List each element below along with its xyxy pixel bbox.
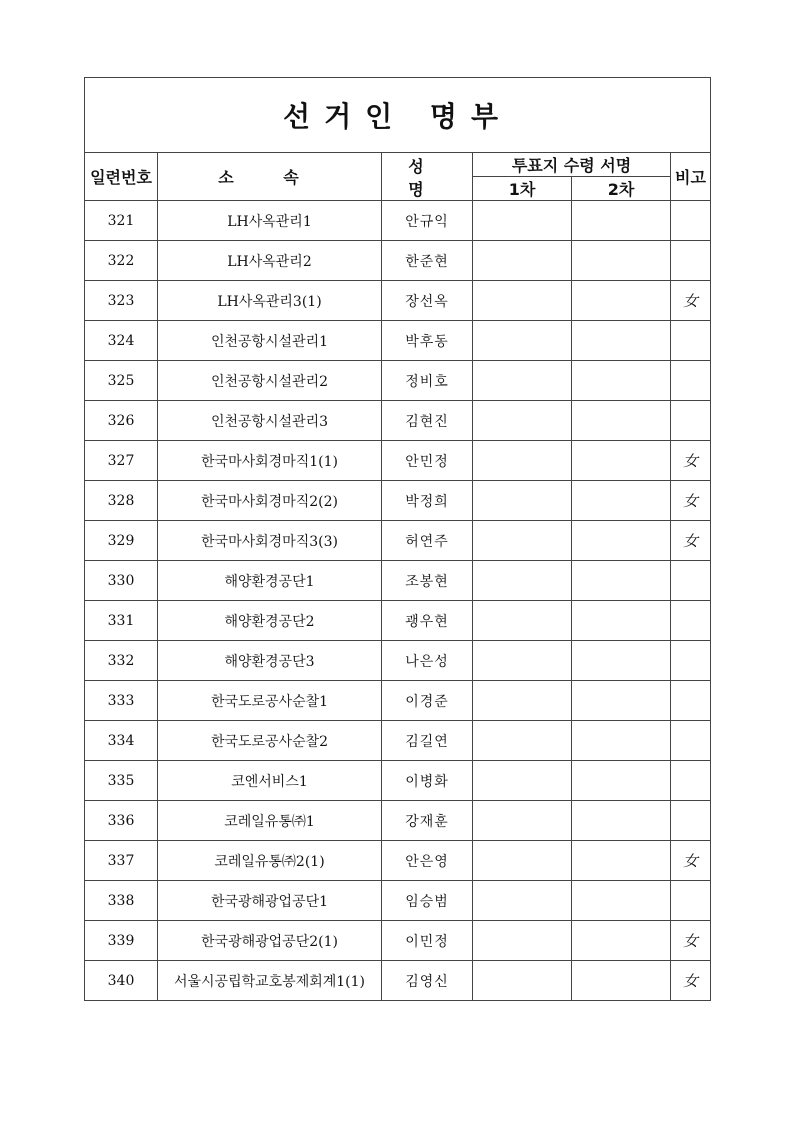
- serial-cell: 321: [85, 201, 158, 241]
- serial-cell: 330: [85, 561, 158, 601]
- header-round-1: 1차: [473, 177, 572, 201]
- table-row: [85, 841, 711, 881]
- name-cell: 안민정: [382, 441, 473, 481]
- table-row: [85, 601, 711, 641]
- signature-round-1-cell: [473, 761, 572, 801]
- serial-cell: 327: [85, 441, 158, 481]
- signature-round-2-cell: [572, 721, 671, 761]
- remarks-cell: 女: [671, 921, 711, 961]
- table-row: [85, 761, 711, 801]
- signature-round-2-cell: [572, 761, 671, 801]
- remarks-cell: 女: [671, 961, 711, 1001]
- remarks-cell: [671, 561, 711, 601]
- name-cell: 안규익: [382, 201, 473, 241]
- serial-cell: 334: [85, 721, 158, 761]
- signature-round-2-cell: [572, 561, 671, 601]
- signature-round-2-cell: [572, 241, 671, 281]
- signature-round-1-cell: [473, 201, 572, 241]
- affiliation-cell: 인천공항시설관리3: [158, 401, 382, 441]
- affiliation-cell: 한국광해광업공단2(1): [158, 921, 382, 961]
- table-row: [85, 241, 711, 281]
- name-cell: 김길연: [382, 721, 473, 761]
- signature-round-2-cell: [572, 481, 671, 521]
- signature-round-1-cell: [473, 281, 572, 321]
- table-row: [85, 641, 711, 681]
- signature-round-1-cell: [473, 921, 572, 961]
- name-cell: 이병화: [382, 761, 473, 801]
- signature-round-1-cell: [473, 881, 572, 921]
- affiliation-cell: 인천공항시설관리1: [158, 321, 382, 361]
- affiliation-cell: 한국도로공사순찰1: [158, 681, 382, 721]
- name-cell: 김현진: [382, 401, 473, 441]
- roster-body: [85, 201, 711, 1001]
- affiliation-cell: 한국광해광업공단1: [158, 881, 382, 921]
- serial-cell: 339: [85, 921, 158, 961]
- serial-cell: 336: [85, 801, 158, 841]
- remarks-cell: [671, 321, 711, 361]
- remarks-cell: 女: [671, 841, 711, 881]
- affiliation-cell: 한국마사회경마직3(3): [158, 521, 382, 561]
- serial-cell: 329: [85, 521, 158, 561]
- table-row: [85, 881, 711, 921]
- table-row: [85, 321, 711, 361]
- signature-round-2-cell: [572, 681, 671, 721]
- serial-cell: 325: [85, 361, 158, 401]
- name-cell: 이경준: [382, 681, 473, 721]
- table-row: [85, 721, 711, 761]
- header-remarks: 비고: [671, 153, 711, 201]
- name-cell: 장선옥: [382, 281, 473, 321]
- affiliation-cell: 해양환경공단3: [158, 641, 382, 681]
- signature-round-1-cell: [473, 241, 572, 281]
- header-affiliation: 소 속: [158, 153, 382, 201]
- signature-round-1-cell: [473, 841, 572, 881]
- table-row: [85, 561, 711, 601]
- table-row: [85, 201, 711, 241]
- remarks-cell: [671, 681, 711, 721]
- table-row: [85, 801, 711, 841]
- affiliation-cell: 해양환경공단1: [158, 561, 382, 601]
- signature-round-1-cell: [473, 361, 572, 401]
- page-title: 선거인 명부: [85, 78, 711, 153]
- affiliation-cell: 해양환경공단2: [158, 601, 382, 641]
- serial-cell: 338: [85, 881, 158, 921]
- table-row: [85, 521, 711, 561]
- signature-round-2-cell: [572, 521, 671, 561]
- remarks-cell: 女: [671, 481, 711, 521]
- table-row: [85, 361, 711, 401]
- affiliation-cell: 서울시공립학교호봉제회계1(1): [158, 961, 382, 1001]
- signature-round-2-cell: [572, 801, 671, 841]
- header-signature: 투표지 수령 서명: [473, 153, 671, 177]
- signature-round-1-cell: [473, 521, 572, 561]
- name-cell: 정비호: [382, 361, 473, 401]
- name-cell: 박후동: [382, 321, 473, 361]
- remarks-cell: [671, 361, 711, 401]
- serial-cell: 337: [85, 841, 158, 881]
- name-cell: 나은성: [382, 641, 473, 681]
- name-cell: 김영신: [382, 961, 473, 1001]
- signature-round-2-cell: [572, 881, 671, 921]
- name-cell: 박정희: [382, 481, 473, 521]
- remarks-cell: [671, 761, 711, 801]
- remarks-cell: [671, 721, 711, 761]
- header-name: 성 명: [382, 153, 473, 201]
- signature-round-2-cell: [572, 401, 671, 441]
- affiliation-cell: LH사옥관리3(1): [158, 281, 382, 321]
- signature-round-2-cell: [572, 281, 671, 321]
- signature-round-1-cell: [473, 401, 572, 441]
- table-row: [85, 481, 711, 521]
- signature-round-2-cell: [572, 961, 671, 1001]
- signature-round-2-cell: [572, 441, 671, 481]
- signature-round-2-cell: [572, 841, 671, 881]
- signature-round-1-cell: [473, 561, 572, 601]
- signature-round-1-cell: [473, 601, 572, 641]
- serial-cell: 323: [85, 281, 158, 321]
- serial-cell: 331: [85, 601, 158, 641]
- name-cell: 강재훈: [382, 801, 473, 841]
- serial-cell: 340: [85, 961, 158, 1001]
- name-cell: 허연주: [382, 521, 473, 561]
- signature-round-2-cell: [572, 361, 671, 401]
- table-row: [85, 681, 711, 721]
- affiliation-cell: 코엔서비스1: [158, 761, 382, 801]
- table-row: [85, 281, 711, 321]
- table-row: [85, 441, 711, 481]
- remarks-cell: [671, 881, 711, 921]
- name-cell: 한준현: [382, 241, 473, 281]
- name-cell: 괭우현: [382, 601, 473, 641]
- signature-round-2-cell: [572, 641, 671, 681]
- signature-round-2-cell: [572, 201, 671, 241]
- affiliation-cell: 한국마사회경마직2(2): [158, 481, 382, 521]
- signature-round-1-cell: [473, 441, 572, 481]
- remarks-cell: [671, 201, 711, 241]
- serial-cell: 324: [85, 321, 158, 361]
- remarks-cell: [671, 641, 711, 681]
- signature-round-1-cell: [473, 801, 572, 841]
- table-row: [85, 921, 711, 961]
- signature-round-2-cell: [572, 321, 671, 361]
- serial-cell: 328: [85, 481, 158, 521]
- serial-cell: 333: [85, 681, 158, 721]
- signature-round-1-cell: [473, 721, 572, 761]
- voter-roster-table: [84, 77, 711, 1001]
- name-cell: 조봉현: [382, 561, 473, 601]
- serial-cell: 322: [85, 241, 158, 281]
- serial-cell: 332: [85, 641, 158, 681]
- affiliation-cell: 코레일유통㈜1: [158, 801, 382, 841]
- remarks-cell: 女: [671, 441, 711, 481]
- affiliation-cell: 한국마사회경마직1(1): [158, 441, 382, 481]
- serial-cell: 326: [85, 401, 158, 441]
- affiliation-cell: 코레일유통㈜2(1): [158, 841, 382, 881]
- signature-round-1-cell: [473, 961, 572, 1001]
- signature-round-1-cell: [473, 681, 572, 721]
- header-serial: 일련번호: [85, 153, 158, 201]
- table-row: [85, 401, 711, 441]
- signature-round-2-cell: [572, 601, 671, 641]
- table-row: [85, 961, 711, 1001]
- signature-round-1-cell: [473, 481, 572, 521]
- affiliation-cell: LH사옥관리2: [158, 241, 382, 281]
- remarks-cell: [671, 401, 711, 441]
- affiliation-cell: LH사옥관리1: [158, 201, 382, 241]
- signature-round-2-cell: [572, 921, 671, 961]
- affiliation-cell: 인천공항시설관리2: [158, 361, 382, 401]
- signature-round-1-cell: [473, 641, 572, 681]
- header-round-2: 2차: [572, 177, 671, 201]
- remarks-cell: 女: [671, 521, 711, 561]
- serial-cell: 335: [85, 761, 158, 801]
- remarks-cell: [671, 241, 711, 281]
- signature-round-1-cell: [473, 321, 572, 361]
- name-cell: 이민정: [382, 921, 473, 961]
- remarks-cell: [671, 601, 711, 641]
- affiliation-cell: 한국도로공사순찰2: [158, 721, 382, 761]
- remarks-cell: [671, 801, 711, 841]
- remarks-cell: 女: [671, 281, 711, 321]
- name-cell: 안은영: [382, 841, 473, 881]
- name-cell: 임승범: [382, 881, 473, 921]
